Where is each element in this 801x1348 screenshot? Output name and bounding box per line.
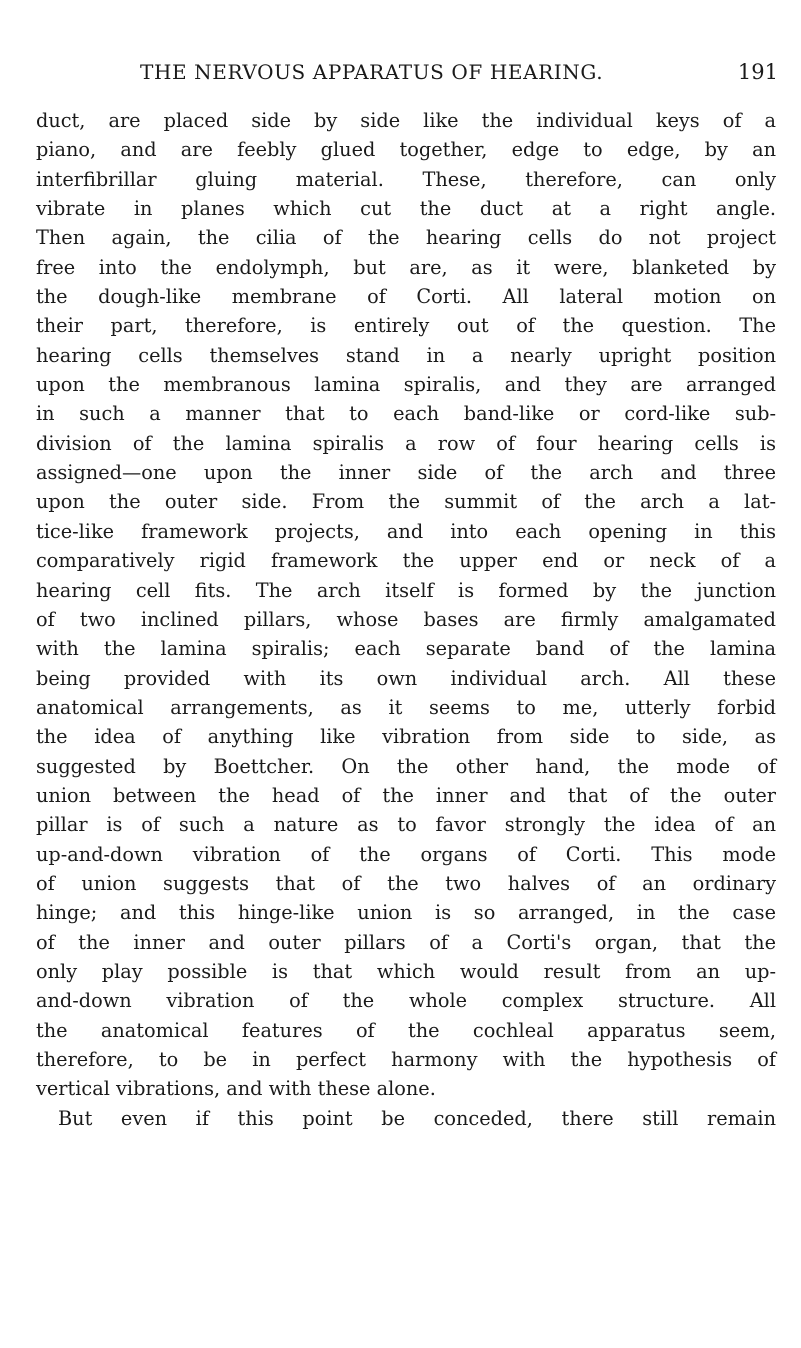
text-line: suggested by Boettcher. On the other hand, the mode of	[36, 754, 776, 778]
text-line: and-down vibration of the whole complex structure. All	[36, 989, 776, 1013]
text-line: in such a manner that to each band-like or cord-like sub-	[36, 402, 776, 426]
text-line: hinge; and this hinge-like union is so arranged, in the case	[36, 901, 776, 925]
text-line: up-and-down vibration of the organs of Corti. This mode	[36, 842, 776, 866]
text-line: piano, and are feebly glued together, edge to edge, by an	[36, 138, 776, 162]
text-line: free into the endolymph, but are, as it were, blanketed by	[36, 255, 776, 279]
text-line: duct, are placed side by side like the individual keys of a	[36, 109, 776, 132]
text-line: with the lamina spiralis; each separate band of the lamina	[36, 637, 776, 661]
page-number: 191	[737, 60, 778, 84]
text-line: their part, therefore, is entirely out of the question. The	[36, 314, 776, 338]
text-line: the anatomical features of the cochleal apparatus seem,	[36, 1018, 776, 1042]
text-line: anatomical arrangements, as it seems to me, utterly forbid	[36, 695, 776, 719]
text-line: of the inner and outer pillars of a Corti's organ, that the	[36, 930, 776, 954]
text-line: hearing cell fits. The arch itself is formed by the junction	[36, 578, 776, 602]
chapter-running-title: THE NERVOUS APPARATUS OF HEARING.	[140, 60, 604, 84]
text-line: hearing cells themselves stand in a nearly upright position	[36, 343, 776, 367]
text-line: of two inclined pillars, whose bases are firmly amalgamated	[36, 607, 776, 631]
text-line: comparatively rigid framework the upper end or neck of a	[36, 549, 776, 573]
paragraph-start-line: But even if this point be conceded, there still remain	[58, 1106, 776, 1130]
text-line: interfibrillar gluing material. These, therefore, can only	[36, 167, 776, 191]
text-line: therefore, to be in perfect harmony with the hypothesis of	[36, 1048, 776, 1071]
text-line: division of the lamina spiralis a row of four hearing cells is	[36, 431, 776, 455]
text-line: Then again, the cilia of the hearing cells do not project	[36, 226, 776, 250]
running-head	[140, 60, 778, 90]
text-line: assigned—one upon the inner side of the arch and three	[36, 461, 776, 485]
text-line: of union suggests that of the two halves of an ordinary	[36, 871, 776, 895]
text-line: being provided with its own individual arch. All these	[36, 666, 776, 690]
text-line: vibrate in planes which cut the duct at a right angle.	[36, 197, 776, 221]
text-line: union between the head of the inner and that of the outer	[36, 783, 776, 807]
paragraph-end-line: vertical vibrations, and with these alone.	[36, 1077, 436, 1101]
text-line: only play possible is that which would result from an up-	[36, 959, 776, 983]
text-line: upon the outer side. From the summit of the arch a lat-	[36, 490, 776, 514]
text-line: pillar is of such a nature as to favor strongly the idea of an	[36, 813, 776, 837]
text-line: the dough-like membrane of Corti. All lateral motion on	[36, 285, 776, 309]
text-line: upon the membranous lamina spiralis, and they are arranged	[36, 373, 776, 397]
body-text	[36, 106, 776, 1133]
text-line: tice-like framework projects, and into each opening in this	[36, 519, 776, 543]
text-line: the idea of anything like vibration from side to side, as	[36, 725, 776, 749]
